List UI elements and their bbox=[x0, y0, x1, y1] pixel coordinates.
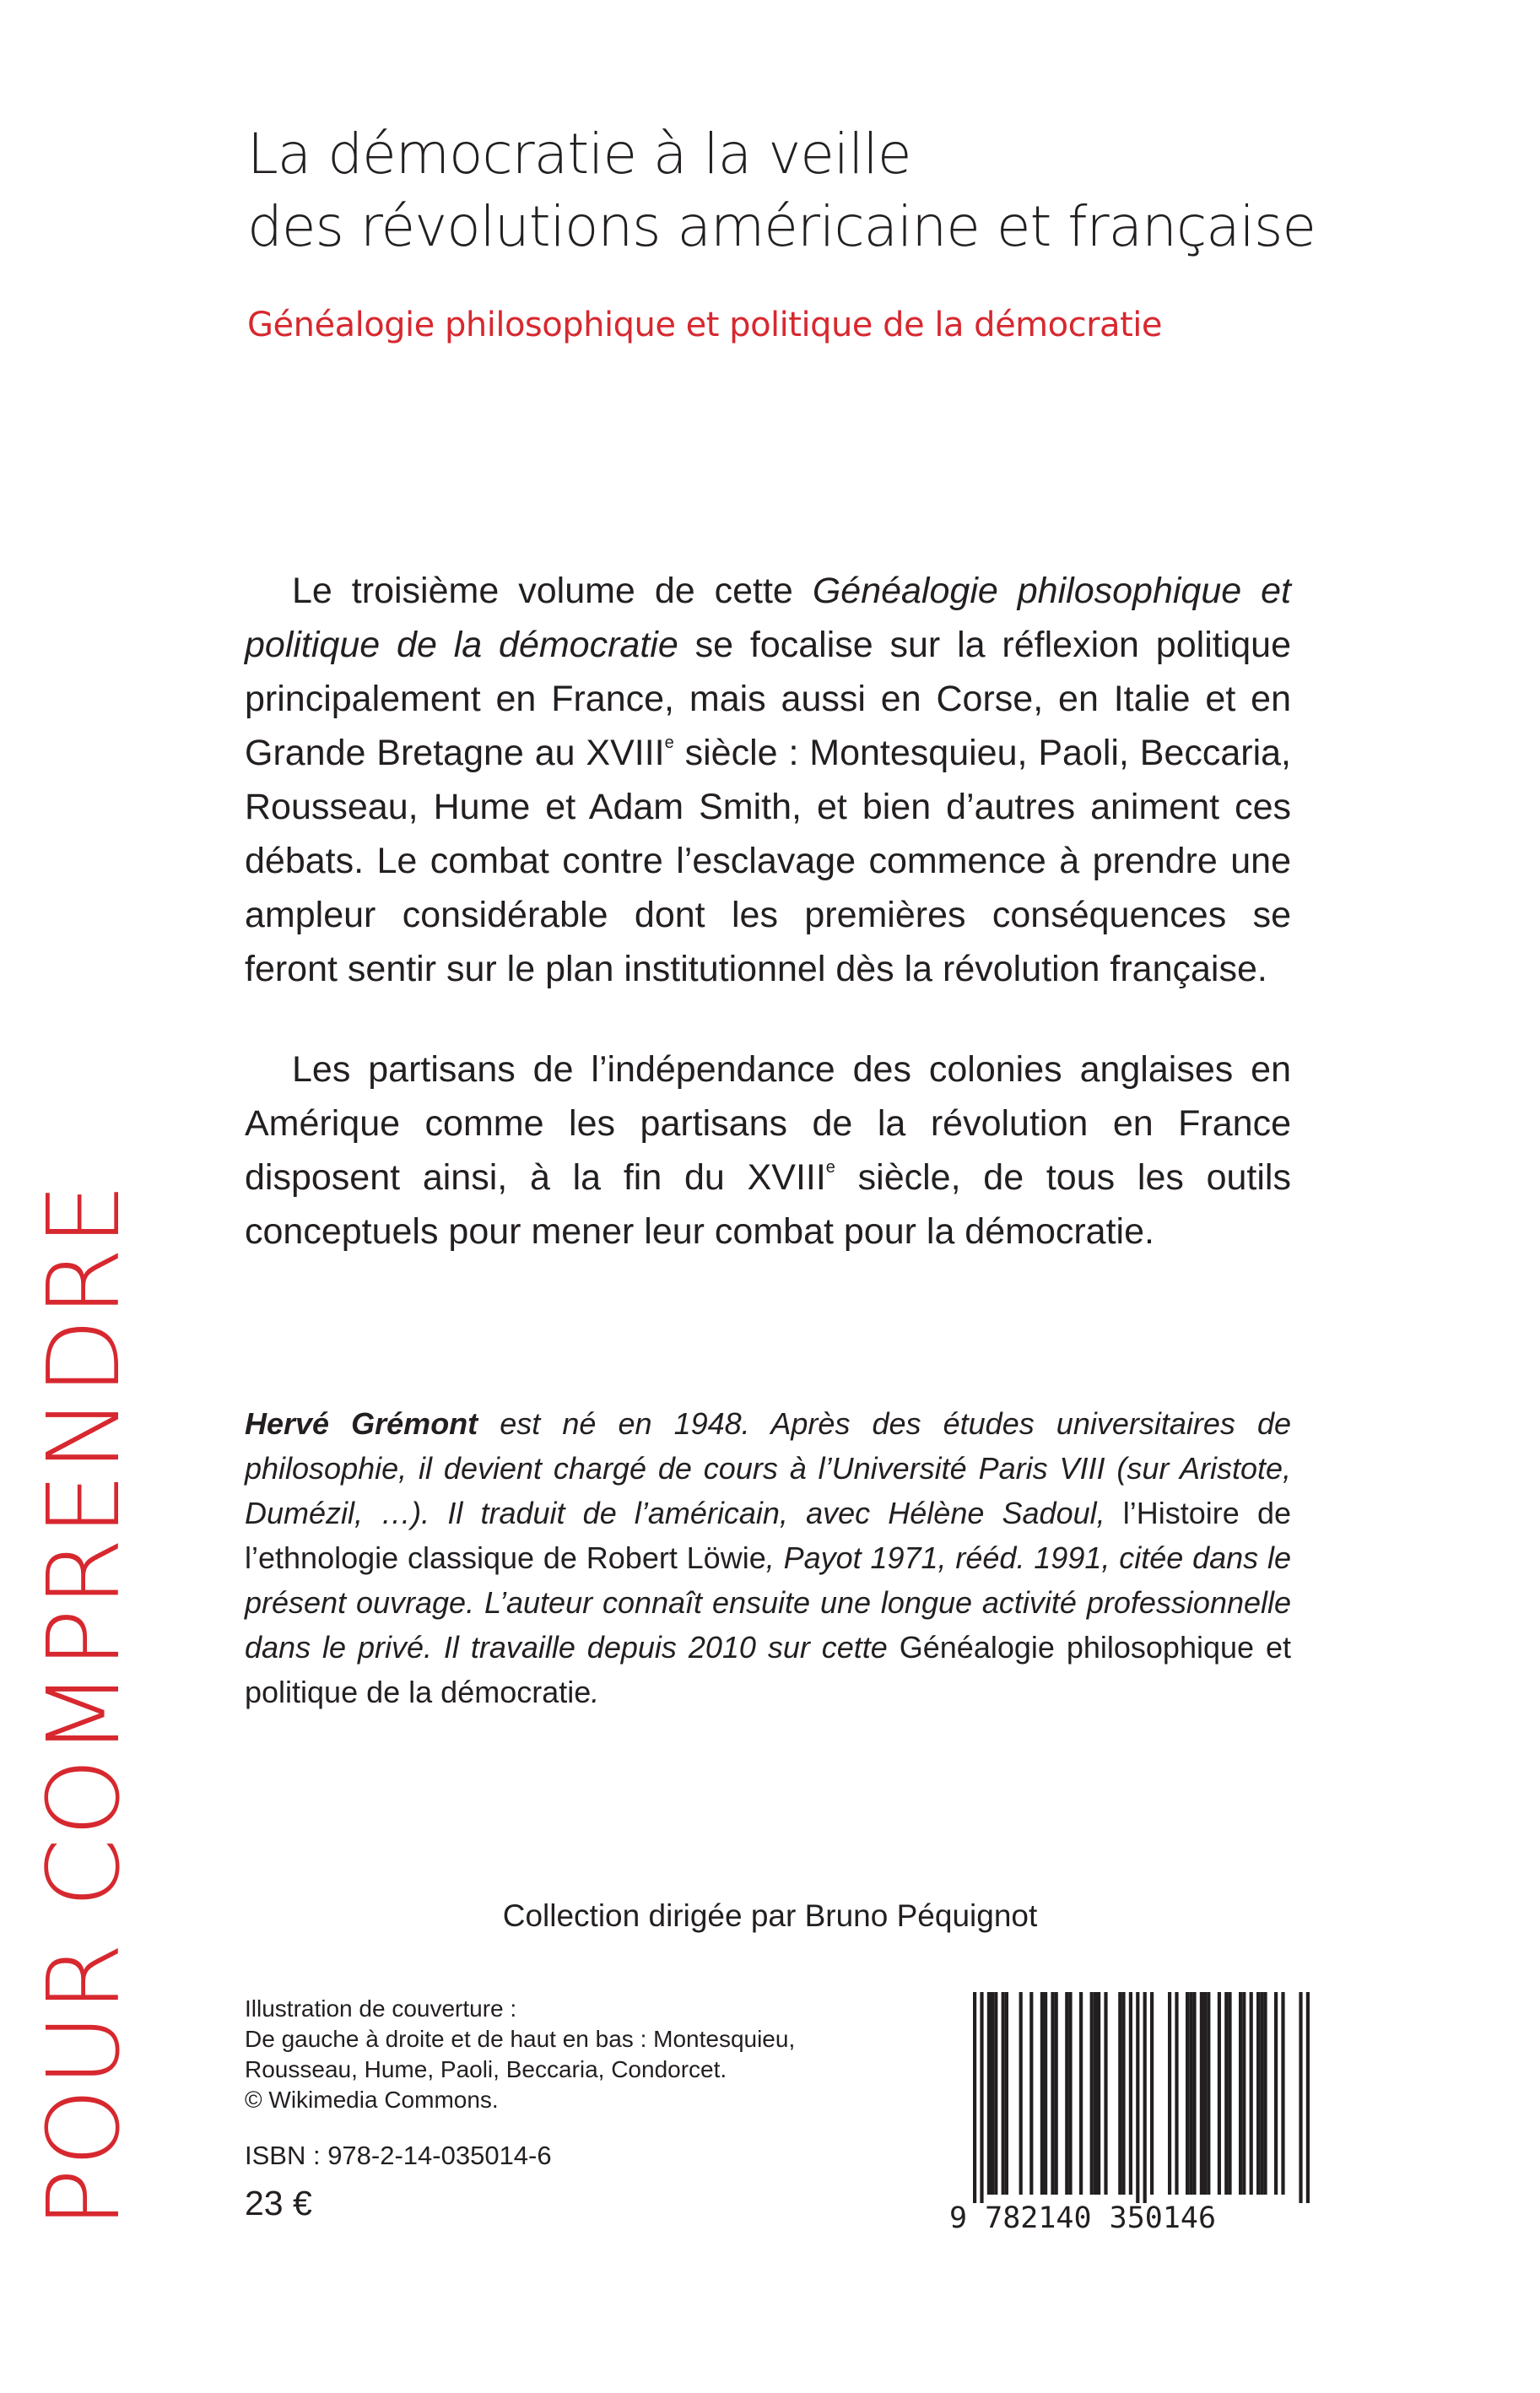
summary-text: Le troisième volume de cette bbox=[292, 571, 813, 611]
summary-text: siècle : Montesquieu, Paoli, Beccaria, Rousseau, Hume et Adam Smith, et bien d’autres animent ces débats. Le combat contre l’esclavage commence à prendre une ampleur considérable dont les premières conséquences se feront sentir sur le plan institutionnel dès la révolution française. bbox=[245, 733, 1291, 989]
barcode-bar bbox=[1168, 1992, 1171, 2195]
barcode-bar bbox=[1186, 1992, 1189, 2195]
barcode-bar bbox=[1051, 1992, 1054, 2195]
cover-credits bbox=[245, 1994, 970, 2115]
book-title bbox=[247, 118, 1471, 263]
barcode-bar bbox=[991, 1992, 994, 2195]
barcode-bar bbox=[1068, 1992, 1072, 2195]
summary-text: siècle, de tous les outils conceptuels pour mener leur combat pour la démocratie. bbox=[245, 1157, 1291, 1252]
barcode-bar bbox=[1242, 1992, 1246, 2195]
barcode-bar bbox=[1207, 1992, 1210, 2195]
credits-line-3: Rousseau, Hume, Paoli, Beccaria, Condorcet. bbox=[245, 2056, 727, 2082]
book-subtitle: Généalogie philosophique et politique de la démocratie bbox=[247, 306, 1162, 344]
bio-text: est né en 1948. Après des études universitaires de philosophie, il devient chargé de cours à l’Université Paris VIII (sur Aristote, Dumézil, …). Il traduit de l’américain, avec Hélène Sadoul, bbox=[245, 1406, 1291, 1530]
barcode-bar bbox=[1121, 1992, 1125, 2195]
barcode-bar bbox=[1118, 1992, 1121, 2195]
barcode-bar bbox=[1250, 1992, 1253, 2195]
superscript: e bbox=[825, 1158, 835, 1177]
title-line-2: des révolutions américaine et française bbox=[247, 194, 1316, 259]
summary-paragraph-1 bbox=[245, 564, 1291, 996]
barcode-bar bbox=[1299, 1992, 1302, 2203]
summary-paragraph-2 bbox=[245, 1042, 1291, 1259]
barcode-bar bbox=[1306, 1992, 1310, 2203]
bio-series-title: Généalogie philosophique et politique de la démocratie bbox=[245, 1630, 1291, 1709]
barcode-bar bbox=[980, 1992, 983, 2203]
summary-text: Les partisans de l’indépendance des colonies anglaises en Amérique comme les partisans de la révolution en France disposent ainsi, à la fin du XVIII bbox=[245, 1049, 1291, 1198]
superscript: e bbox=[664, 734, 674, 752]
barcode-bar bbox=[1192, 1992, 1196, 2195]
author-bio bbox=[245, 1401, 1291, 1714]
barcode-bar bbox=[1005, 1992, 1008, 2195]
barcode-bar bbox=[1079, 1992, 1083, 2195]
barcode-bar bbox=[987, 1992, 991, 2195]
credits-line-2: De gauche à droite et de haut en bas : Montesquieu, bbox=[245, 2026, 796, 2052]
barcode-bar bbox=[1044, 1992, 1047, 2195]
barcode-bar bbox=[1040, 1992, 1044, 2195]
title-line-1: La démocratie à la veille bbox=[247, 122, 911, 187]
barcode-bar bbox=[1129, 1992, 1132, 2195]
barcode-bar bbox=[1002, 1992, 1005, 2195]
author-name: Hervé Grémont bbox=[245, 1406, 478, 1441]
barcode-bar bbox=[973, 1992, 976, 2203]
bio-text: . bbox=[591, 1675, 600, 1709]
barcode-bar bbox=[1029, 1992, 1033, 2195]
barcode-bar bbox=[1019, 1992, 1023, 2195]
summary-italic-title: Généalogie philosophique et politique de la démocratie bbox=[245, 571, 1291, 665]
barcode-bar bbox=[1218, 1992, 1221, 2195]
barcode-bars bbox=[952, 1992, 1323, 2203]
barcode-bar bbox=[1065, 1992, 1068, 2195]
barcode-bar bbox=[994, 1992, 997, 2195]
barcode-bar bbox=[1189, 1992, 1192, 2195]
barcode-bar bbox=[1094, 1992, 1097, 2195]
barcode bbox=[952, 1992, 1323, 2237]
price: 23 € bbox=[245, 2184, 312, 2222]
barcode-bar bbox=[1256, 1992, 1260, 2195]
bio-text: , Payot 1971, rééd. 1991, citée dans le présent ouvrage. L’auteur connaît ensuite une longue activité professionnelle dans le privé. Il travaille depuis 2010 sur cette bbox=[245, 1540, 1292, 1665]
barcode-digits: 9 782140 350146 bbox=[949, 2201, 1217, 2235]
barcode-bar bbox=[1200, 1992, 1203, 2195]
barcode-bar bbox=[1224, 1992, 1228, 2195]
barcode-bar bbox=[1274, 1992, 1278, 2195]
barcode-bar bbox=[1175, 1992, 1178, 2195]
barcode-bar bbox=[1203, 1992, 1207, 2195]
barcode-bar bbox=[1281, 1992, 1284, 2195]
barcode-bar bbox=[1239, 1992, 1242, 2195]
bio-book-title: l’Histoire de l’ethnologie classique de Robert Löwie bbox=[245, 1496, 1291, 1575]
series-name-vertical: POUR COMPRENDRE bbox=[25, 1181, 142, 2228]
credits-line-1: Illustration de couverture : bbox=[245, 1995, 517, 2022]
barcode-bar bbox=[1090, 1992, 1094, 2195]
barcode-bar bbox=[1143, 1992, 1147, 2203]
isbn: ISBN : 978-2-14-035014-6 bbox=[245, 2141, 552, 2170]
barcode-bar bbox=[1055, 1992, 1058, 2195]
barcode-bar bbox=[1263, 1992, 1267, 2195]
barcode-bar bbox=[1104, 1992, 1107, 2195]
summary-text: se focalise sur la réflexion politique principalement en France, mais aussi en Corse, en Italie et en Grande Bretagne au XVIII bbox=[245, 625, 1291, 773]
credits-line-4: © Wikimedia Commons. bbox=[245, 2087, 499, 2113]
barcode-bar bbox=[1136, 1992, 1139, 2203]
collection-director: Collection dirigée par Bruno Péquignot bbox=[502, 1898, 1038, 1933]
barcode-bar bbox=[1260, 1992, 1263, 2195]
barcode-bar bbox=[1228, 1992, 1231, 2195]
barcode-bar bbox=[1097, 1992, 1100, 2195]
barcode-bar bbox=[1150, 1992, 1154, 2195]
